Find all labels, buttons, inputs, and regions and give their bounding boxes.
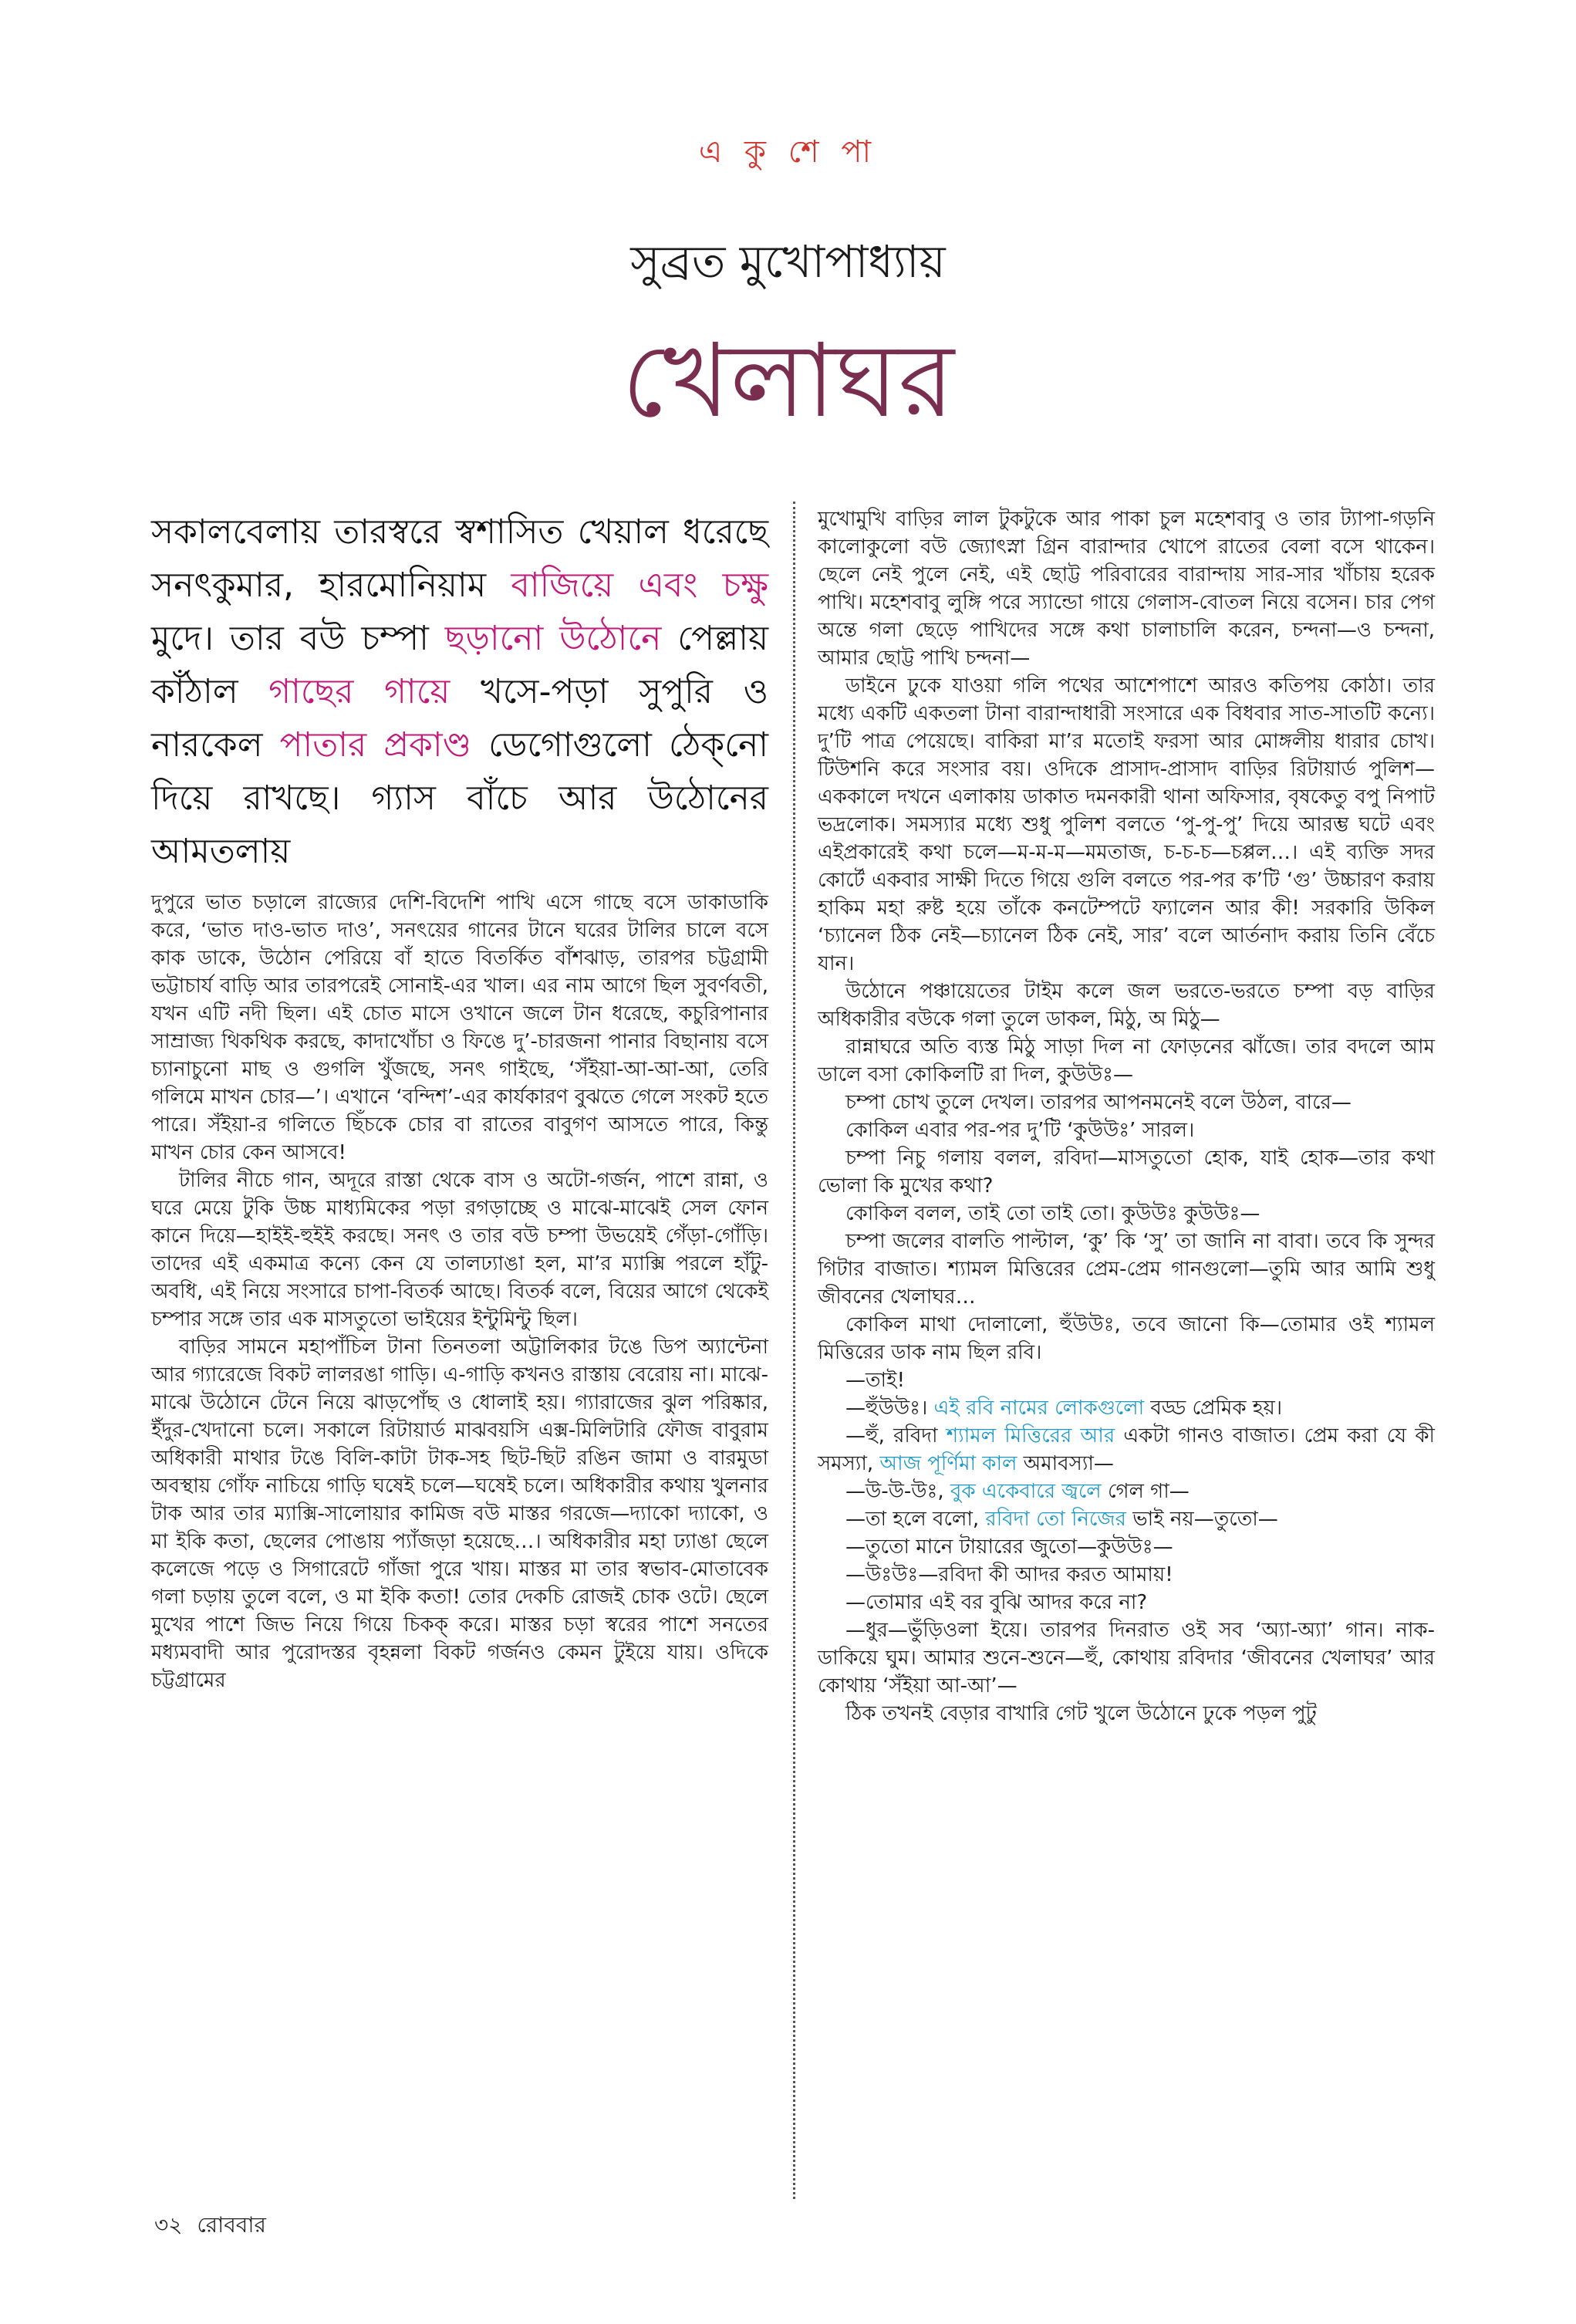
series-label: এ কু শে পা xyxy=(698,134,878,170)
dialogue-line: —ধুর—ভুঁড়িওলা ইয়ে। তারপর দিনরাত ওই সব ‘অ্যা-অ্যা’ গান। নাক-ডাকিয়ে ঘুম। আমার শুনে-শুনে—হুঁ, কোথায় রবিদার ‘জীবনের খেলাঘর’ আর কোথায় ‘সঁইয়া আ-আ’— xyxy=(818,1619,1435,1697)
left-column xyxy=(151,505,768,1694)
column-divider xyxy=(793,502,795,2199)
body-paragraph: বাড়ির সামনে মহাপাঁচিল টানা তিনতলা অট্টালিকার টঙে ডিপ অ্যান্টেনা আর গ্যারেজে বিকট লালরঙা গাড়ি। এ-গাড়ি কখনও রাস্তায় বেরোয় না। মাঝে-মাঝে উঠোনে টেনে নিয়ে ঝাড়পোঁছ ও ধোলাই হয়। গ্যারাজের ঝুল পরিষ্কার, ইঁদুর-খেদানো চলে। সকালে রিটায়ার্ড মাঝবয়সি এক্স-মিলিটারি ফৌজ বাবুরাম অধিকারী মাথার টঙে বিলি-কাটা টাক-সহ ছিট-ছিট রঙিন জামা ও বারমুডা অবস্থায় গোঁফ নাচিয়ে গাড়ি ঘষেই চলে—ঘষেই চলে। অধিকারীর কথায় খুলনার টাক আর তার ম্যাক্সি-সালোয়ার কামিজ বউ মাস্তর গরজে—দ্যাকো দ্যাকো, ও মা ইকি কতা, ছেলের পোঙায় প্যাঁজড়া হয়েছে…। অধিকারীর মহা ঢ্যাঙা ছেলে কলেজে পড়ে ও সিগারেটে গাঁজা পুরে খায়। মাস্তর মা তার স্বভাব-মোতাবেক গলা চড়ায় তুলে বলে, ও মা ইকি কতা! তোর দেকচি রোজই চোক ওটে। ছেলে মুখের পাশে জিভ নিয়ে গিয়ে চিকক্‌ করে। মাস্তর চড়া স্বরের পাশে সনতের মধ্যমবাদী আর পুরোদস্তর বৃহন্নলা বিকট গর্জনও কেমন টুইয়ে যায়। ওদিকে চট্টগ্রামের xyxy=(151,1336,768,1692)
dialogue-line xyxy=(818,1394,1435,1422)
body-paragraph: রান্নাঘরে অতি ব্যস্ত মিঠু সাড়া দিল না ফোড়নের ঝাঁজে। তার বদলে আম ডালে বসা কোকিলটি রা দিল, কুউউঃ— xyxy=(818,1035,1435,1086)
body-paragraph: চম্পা নিচু গলায় বলল, রবিদা—মাসতুতো হোক, যাই হোক—তার কথা ভোলা কি মুখের কথা? xyxy=(818,1147,1435,1197)
dialogue-line: —তুতো মানে টায়ারের জুতো—কুউউঃ— xyxy=(845,1535,1173,1559)
right-column xyxy=(818,505,1435,1728)
lead-highlight-3: গাছের গায়ে xyxy=(268,672,451,711)
body-paragraph: ডাইনে ঢুকে যাওয়া গলি পথের আশেপাশে আরও কতিপয় কোঠা। তার মধ্যে একটি একতলা টানা বারান্দাধারী সংসারে এক বিধবার সাত-সাতটি কন্যে। দু’টি পাত্র পেয়েছে। বাকিরা মা’র মতোই ফরসা আর মোঙ্গলীয় ধারার চোখ। টিউশনি করে সংসার বয়। ওদিকে প্রাসাদ-প্রাসাদ বাড়ির রিটায়ার্ড পুলিশ—এককালে দখনে এলাকায় ডাকাত দমনকারী থানা অফিসার, বৃষকেতু বপু নিপাট ভদ্রলোক। সমস্যার মধ্যে শুধু পুলিশ বলতে ‘পু-পু-পু’ দিয়ে আরম্ভ ঘটে এবং এইপ্রকারেই কথা চলে—ম-ম-ম—মমতাজ, চ-চ-চ—চপ্পল…। এই ব্যক্তি সদর কোর্টে একবার সাক্ষী দিতে গিয়ে গুলি বলতে পর-পর ক’টি ‘গু’ উচ্চারণ করায় হাকিম মহা রুষ্ট হয়ে তাঁকে কনটেম্পটে ফ্যালেন আর কী! সরকারি উকিল ‘চ্যানেল ঠিক নেই—চ্যানেল ঠিক নেই, সার’ বলে আর্তনাদ করায় তিনি বেঁচে যান। xyxy=(818,674,1435,975)
dialogue-line: —তাই! xyxy=(845,1369,905,1392)
body-paragraph: দুপুরে ভাত চড়ালে রাজ্যের দেশি-বিদেশি পাখি এসে গাছে বসে ডাকাডাকি করে, ‘ভাত দাও-ভাত দাও’, সনৎয়ের গানের টানে ঘরের টালির চালে বসে কাক ডাকে, উঠোন পেরিয়ে বাঁ হাতে বিতর্কিত বাঁশঝাড়, তারপর চট্টগ্রামী ভট্টাচার্য বাড়ি আর তারপরেই সোনাই-এর খাল। এর নাম আগে ছিল সুবর্ণবতী, যখন এটি নদী ছিল। এই চোত মাসে ওখানে জলে টান ধরেছে, কচুরিপানার সাম্রাজ্য থিকথিক করছে, কাদাখোঁচা ও ফিঙে দু’-চারজনা পানার বিছানায় বসে চ্যানাচুনো মাছ ও গুগলি খুঁজছে, সনৎ গাইছে, ‘সঁইয়া-আ-আ-আ, তেরি গলিমে মাখন চোর—’। এখানে ‘বন্দিশ’-এর কার্যকারণ বুঝতে গেলে সংকট হতে পারে। সঁইয়া-র গলিতে ছিঁচকে চোর বা রাতের বাবুগণ আসতে পারে, কিন্তু মাখন চোর কেন আসবে! xyxy=(151,891,768,1164)
lead-text-1: সকালবেলায় তারস্বরে স্বশাসিত খেয়াল ধরেছে সনৎকুমার, হারমোনিয়াম xyxy=(151,512,768,605)
body-paragraph: কোকিল মাথা দোলালো, হুঁউউঃ, তবে জানো কি—তোমার ওই শ্যামল মিত্তিরের ডাক নাম ছিল রবি। xyxy=(818,1313,1435,1364)
body-paragraph: চম্পা চোখ তুলে দেখল। তারপর আপনমনেই বলে উঠল, বারে— xyxy=(845,1091,1352,1114)
dialogue-line xyxy=(818,1505,1435,1533)
dialogue-highlight: বুক একেবারে জ্বলে xyxy=(950,1480,1102,1503)
right-body-text xyxy=(818,505,1435,1728)
body-paragraph: কোকিল বলল, তাই তো তাই তো। কুউউঃ কুউউঃ— xyxy=(845,1202,1260,1225)
dialogue-line: —উঃউঃ—রবিদা কী আদর করত আমায়! xyxy=(845,1563,1173,1586)
publication-name: রোববার xyxy=(197,2212,266,2238)
lead-highlight-4: পাতার প্রকাণ্ড xyxy=(279,725,471,765)
dialogue-highlight: আজ পূর্ণিমা কাল xyxy=(879,1452,1017,1475)
dialogue-highlight: শ্যামল মিত্তিরের আর xyxy=(946,1424,1115,1447)
dialogue-text: ভাই নয়—তুতো— xyxy=(1125,1508,1278,1531)
dialogue-text: গেল গা— xyxy=(1101,1480,1190,1503)
dialogue-text: —উ-উ-উঃ, xyxy=(845,1480,950,1503)
lead-highlight-2: ছড়ানো উঠোনে xyxy=(444,619,662,658)
dialogue-highlight: এই রবি নামের লোকগুলো xyxy=(933,1397,1145,1420)
body-paragraph: টালির নীচে গান, অদূরে রাস্তা থেকে বাস ও অটো-গর্জন, পাশে রান্না, ও ঘরে মেয়ে টুকি উচ্চ মাধ্যমিকের পড়া রগড়াচ্ছে ও মাঝে-মাঝেই সেল ফোন কানে দিয়ে—হাইই-হুইই করছে। সনৎ ও তার বউ চম্পা উভয়েই গেঁড়া-গোঁড়ি। তাদের এই একমাত্র কন্যে কেন যে তালঢ্যাঙা হল, মা’র ম্যাক্সি পরলে হাঁটু-অবধি, এই নিয়ে সংসারে চাপা-বিতর্ক আছে। বিতর্ক বলে, বিয়ের আগে থেকেই চম্পার সঙ্গে তার এক মাসতুতো ভাইয়ের ইন্টুমিন্টু ছিল। xyxy=(151,1169,768,1331)
page-footer xyxy=(154,2208,274,2245)
dialogue-line: —তোমার এই বর বুঝি আদর করে না? xyxy=(845,1591,1148,1614)
lead-paragraph xyxy=(151,505,768,878)
dialogue-line xyxy=(818,1422,1435,1478)
body-paragraph: উঠোনে পঞ্চায়েতের টাইম কলে জল ভরতে-ভরতে চম্পা বড় বাড়ির অধিকারীর বউকে গলা তুলে ডাকল, মিঠু, অ মিঠু— xyxy=(818,980,1435,1031)
lead-text-5: ডেগোগুলো ঠেক্‌নো দিয়ে রাখছে। গ্যাস বাঁচে আর উঠোনের আমতলায় xyxy=(151,725,768,871)
lead-highlight-1: বাজিয়ে এবং চক্ষু xyxy=(511,566,768,605)
dialogue-text: —তা হলে বলো, xyxy=(845,1508,986,1531)
dialogue-text: একটা গানও বাজাত। প্রেম করা যে কী সমস্যা, xyxy=(818,1424,1435,1475)
dialogue-text: —হুঁউউঃ। xyxy=(845,1397,934,1420)
dialogue-line xyxy=(818,1478,1435,1505)
story-title: খেলাঘর xyxy=(621,322,955,441)
dialogue-text: বড্ড প্রেমিক হয়। xyxy=(1144,1397,1283,1420)
dialogue-text: অমাবস্যা— xyxy=(1017,1452,1114,1475)
body-paragraph: কোকিল এবার পর-পর দু’টি ‘কুউউঃ’ সারল। xyxy=(845,1119,1195,1142)
author-name: সুব্রত মুখোপাধ্যায় xyxy=(630,235,946,288)
lead-text-4: খসে-পড়া সুপুরি ও নারকেল xyxy=(151,672,768,765)
dialogue-highlight: রবিদা তো নিজের xyxy=(985,1508,1126,1531)
dialogue-text: —হুঁ, রবিদা xyxy=(845,1424,947,1447)
body-paragraph: ঠিক তখনই বেড়ার বাখারি গেট খুলে উঠোনে ঢুকে পড়ল পুটু xyxy=(845,1702,1317,1725)
page-number: ৩২ xyxy=(154,2212,183,2238)
body-paragraph: মুখোমুখি বাড়ির লাল টুকটুকে আর পাকা চুল মহেশবাবু ও তার ট্যাপা-গড়নি কালোকুলো বউ জ্যোৎস্না গ্রিন বারান্দার খোপে রাতের বেলা বসে থাকেন। ছেলে নেই পুলে নেই, এই ছোট্ট পরিবারের বারান্দায় সার-সার খাঁচায় হরেক পাখি। মহেশবাবু লুঙ্গি পরে স্যান্ডো গায়ে গেলাস-বোতল নিয়ে বসেন। চার পেগ অন্তে গলা ছেড়ে পাখিদের সঙ্গে কথা চালাচালি করেন, চন্দনা—ও চন্দনা, আমার ছোট্ট পাখি চন্দনা— xyxy=(818,508,1435,670)
left-body-text xyxy=(151,889,768,1694)
lead-text-3: পেল্লায় কাঁঠাল xyxy=(151,619,768,711)
lead-text-2: মুদে। তার বউ চম্পা xyxy=(151,619,445,658)
body-paragraph: চম্পা জলের বালতি পাল্টাল, ‘কু’ কি ‘সু’ তা জানি না বাবা। তবে কি সুন্দর গিটার বাজাত। শ্যামল মিত্তিরের প্রেম-প্রেম গানগুলো—তুমি আর আমি শুধু জীবনের খেলাঘর… xyxy=(818,1230,1435,1309)
